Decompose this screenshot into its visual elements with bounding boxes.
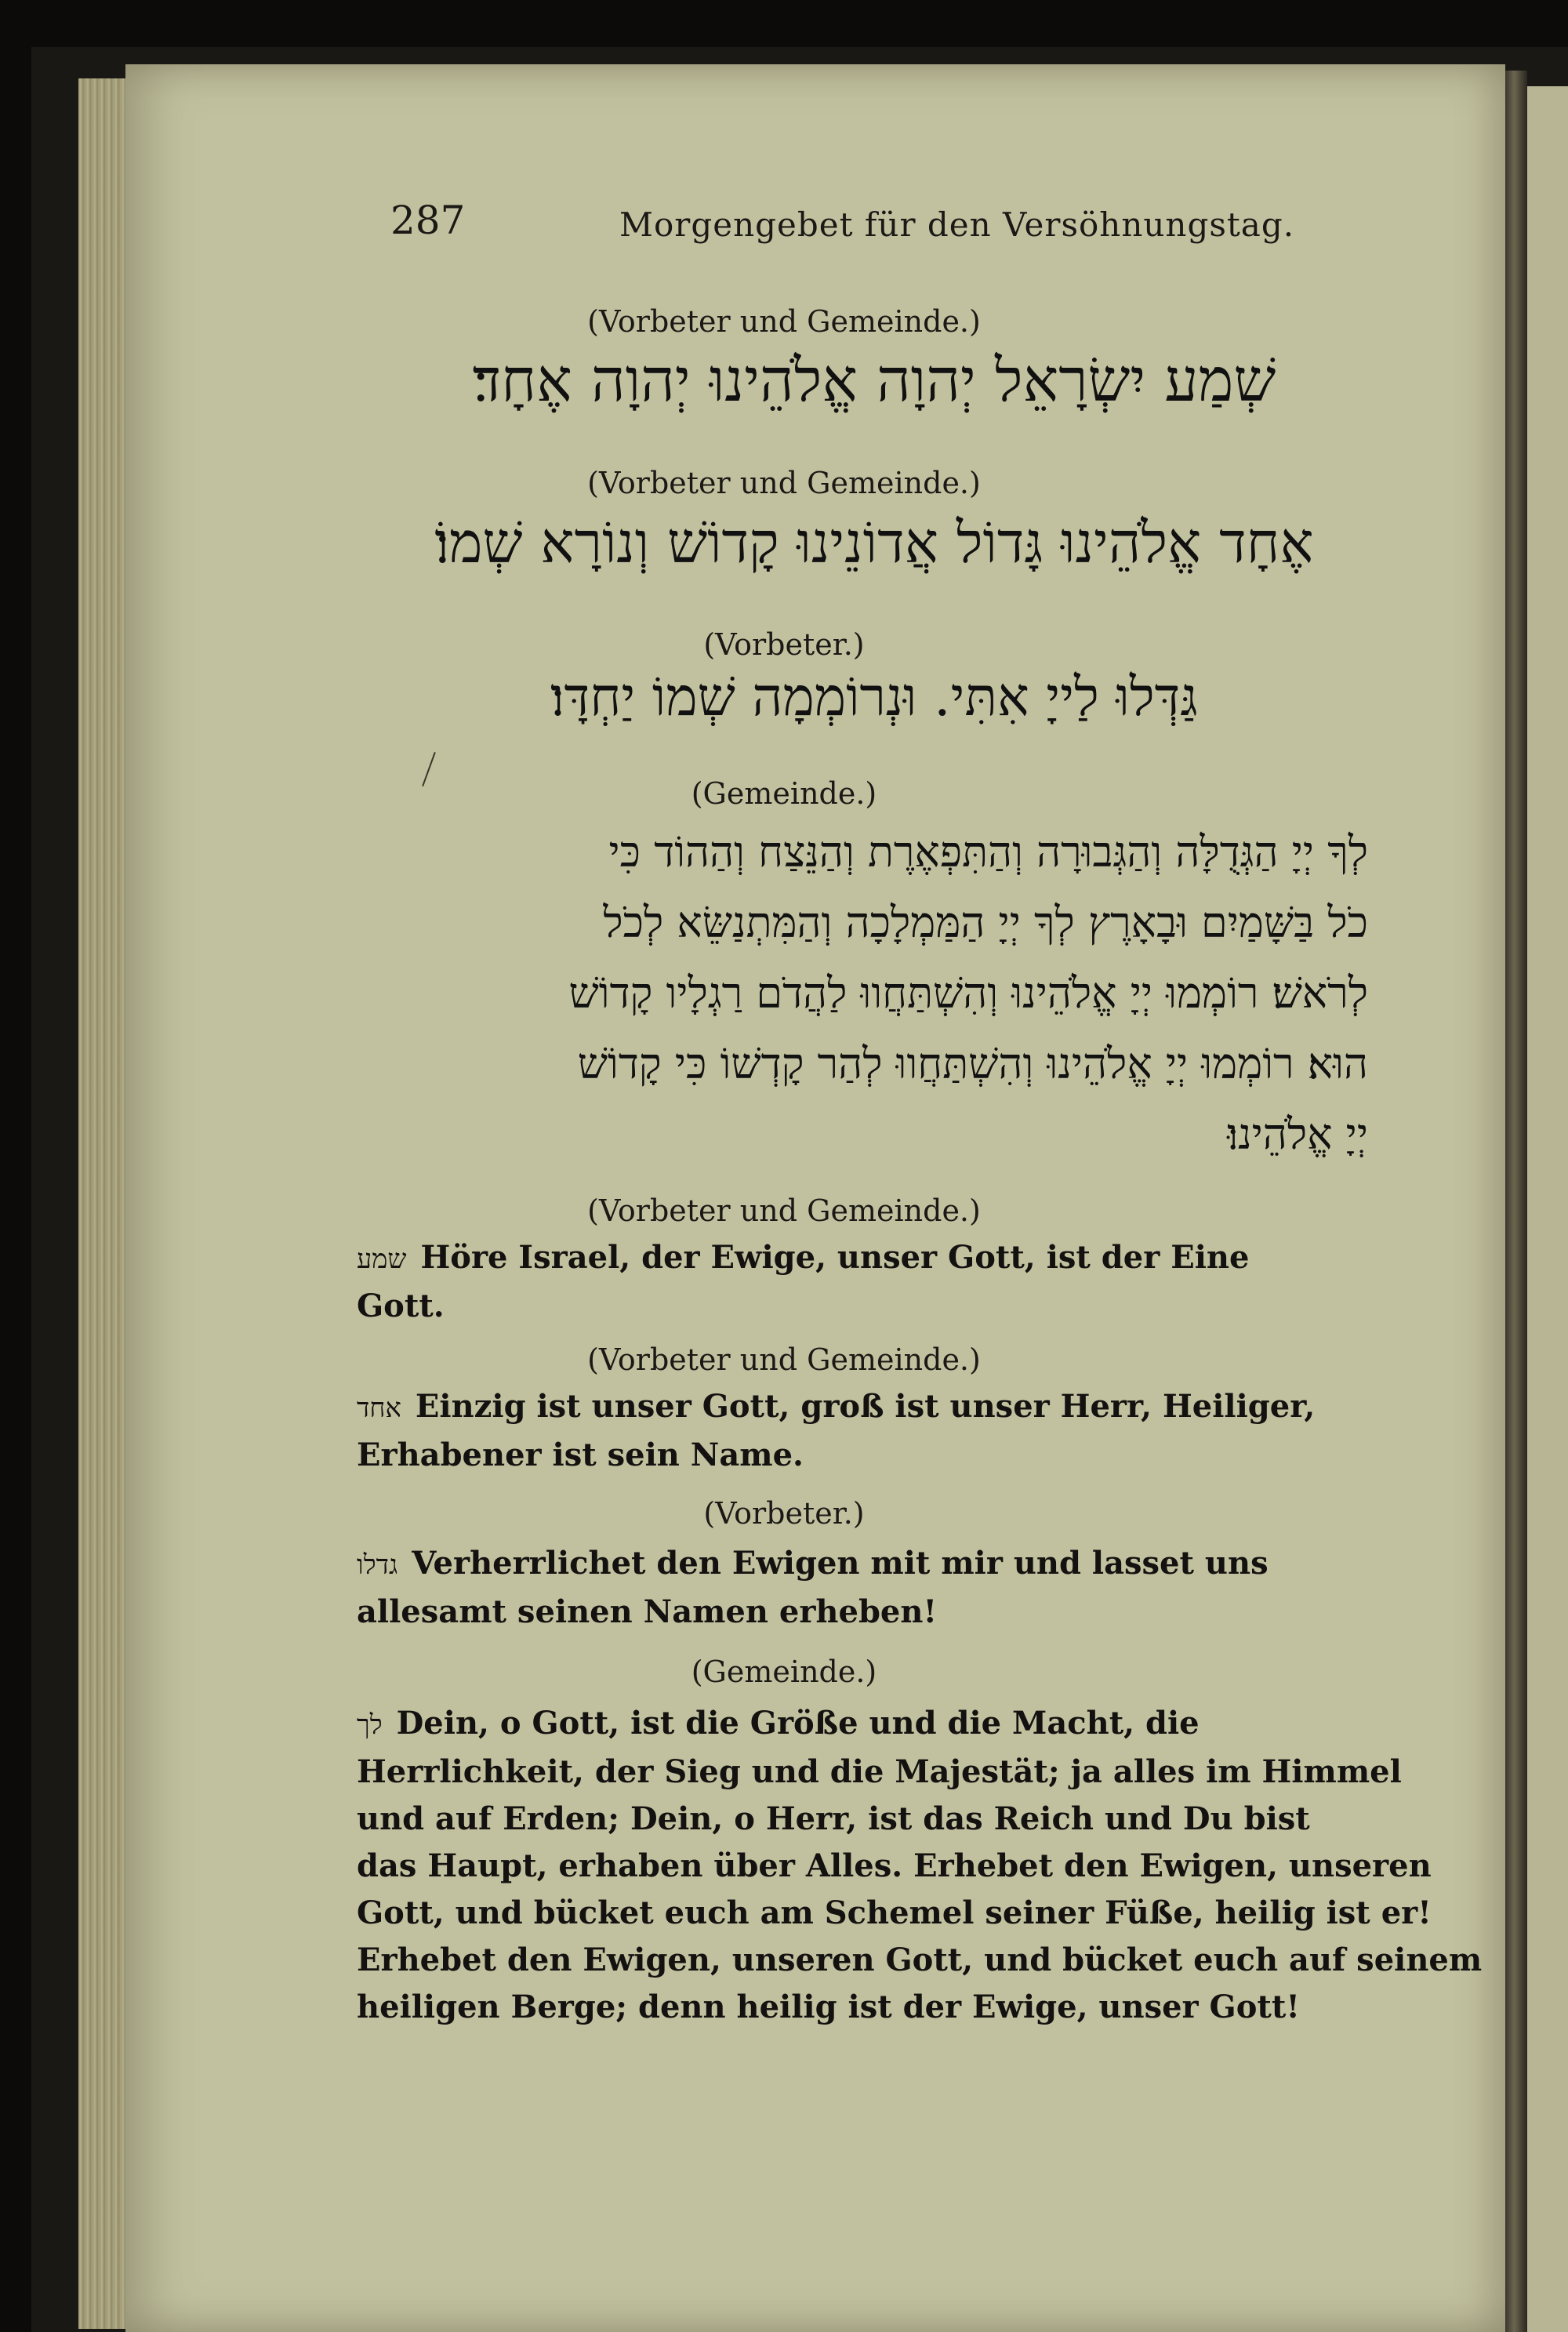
hebrew-line: יְיָ אֱלֹהֵינוּ׃ [1227, 1110, 1368, 1159]
hebrew-line: כֹל בַּשָּׁמַיִם וּבָאָרֶץ לְךָ יְיָ הַמַּמְלָכָה וְהַמִּתְנַשֵּׂא לְכֹל [603, 898, 1368, 947]
german-block3-label: (Vorbeter.) [703, 1496, 865, 1531]
german-line: Dein, o Gott, ist die Größe und die Macht, die [396, 1705, 1200, 1742]
german-line: Erhabener ist sein Name. [357, 1437, 804, 1473]
german-block1-text [357, 1234, 1352, 1330]
running-title: Morgengebet für den Versöhnungstag. [619, 205, 1295, 244]
german-block3-text [357, 1540, 1352, 1636]
hebrew-block1-label: (Vorbeter und Gemeinde.) [587, 304, 981, 339]
german-block4-text [357, 1700, 1483, 2031]
hebrew-block3-text: גַּדְּלוּ לַייָ אִתִּי. וּנְרוֹמְמָה שְׁמוֹ יַחְדָּו׃ [550, 667, 1198, 728]
german-line: und auf Erden; Dein, o Herr, ist das Reich und Du bist [357, 1800, 1310, 1837]
hebrew-catchword: גדלו [357, 1549, 398, 1581]
hebrew-block3-label: (Vorbeter.) [703, 627, 865, 662]
german-line: Gott. [357, 1288, 445, 1324]
german-block2-text [357, 1383, 1352, 1479]
hebrew-catchword: שמע [357, 1244, 407, 1275]
german-block2-label: (Vorbeter und Gemeinde.) [587, 1342, 981, 1377]
hebrew-line: הוּא׃ רוֹמְמוּ יְיָ אֱלֹהֵינוּ וְהִשְׁתַּחֲווּ לְהַר קָדְשׁוֹ כִּי קָדוֹשׁ [577, 1039, 1368, 1088]
hebrew-catchword: לך [357, 1709, 383, 1741]
german-line: das Haupt, erhaben über Alles. Erhebet den Ewigen, unseren [357, 1847, 1432, 1884]
german-line: Erhebet den Ewigen, unseren Gott, und bücket euch auf seinem [357, 1942, 1483, 1978]
hebrew-line: לְךָ יְיָ הַגְּדֻלָּה וְהַגְּבוּרָה וְהַתִּפְאֶרֶת וְהַנֵּצַח וְהַהוֹד כִּי [608, 827, 1368, 877]
german-line: Gott, und bücket euch am Schemel seiner Füße, heilig ist er! [357, 1894, 1432, 1931]
hebrew-block4-label: (Gemeinde.) [691, 776, 877, 811]
hebrew-block1-text: שְׁמַע יִשְׂרָאֵל יְהוָה אֱלֹהֵינוּ יְהוָה אֶחָד׃ [472, 345, 1276, 415]
hebrew-catchword: אחד [357, 1393, 401, 1424]
hebrew-paragraph [357, 817, 1368, 1170]
page-number: 287 [390, 198, 466, 243]
german-block4-label: (Gemeinde.) [691, 1655, 877, 1689]
german-line: Höre Israel, der Ewige, unser Gott, ist der Eine [420, 1239, 1250, 1276]
hebrew-block2-label: (Vorbeter und Gemeinde.) [587, 466, 981, 500]
german-line: heiligen Berge; denn heilig ist der Ewige, unser Gott! [357, 1989, 1300, 2025]
hebrew-block2-text: אֶחָד אֱלֹהֵינוּ גָּדוֹל אֲדוֹנֵינוּ קָדוֹשׁ וְנוֹרָא שְׁמוֹ׃ [434, 510, 1314, 576]
hebrew-line: לְרֹאשׁ׃ רוֹמְמוּ יְיָ אֱלֹהֵינוּ וְהִשְׁתַּחֲווּ לַהֲדֹם רַגְלָיו קָדוֹשׁ [568, 968, 1368, 1018]
german-line: Verherrlichet den Ewigen mit mir und lasset uns [412, 1545, 1269, 1582]
german-line: Einzig ist unser Gott, groß ist unser Herr, Heiliger, [415, 1388, 1316, 1425]
german-block1-label: (Vorbeter und Gemeinde.) [587, 1193, 981, 1228]
german-line: Herrlichkeit, der Sieg und die Majestät; ja alles im Himmel [357, 1753, 1402, 1790]
german-line: allesamt seinen Namen erheben! [357, 1593, 937, 1630]
